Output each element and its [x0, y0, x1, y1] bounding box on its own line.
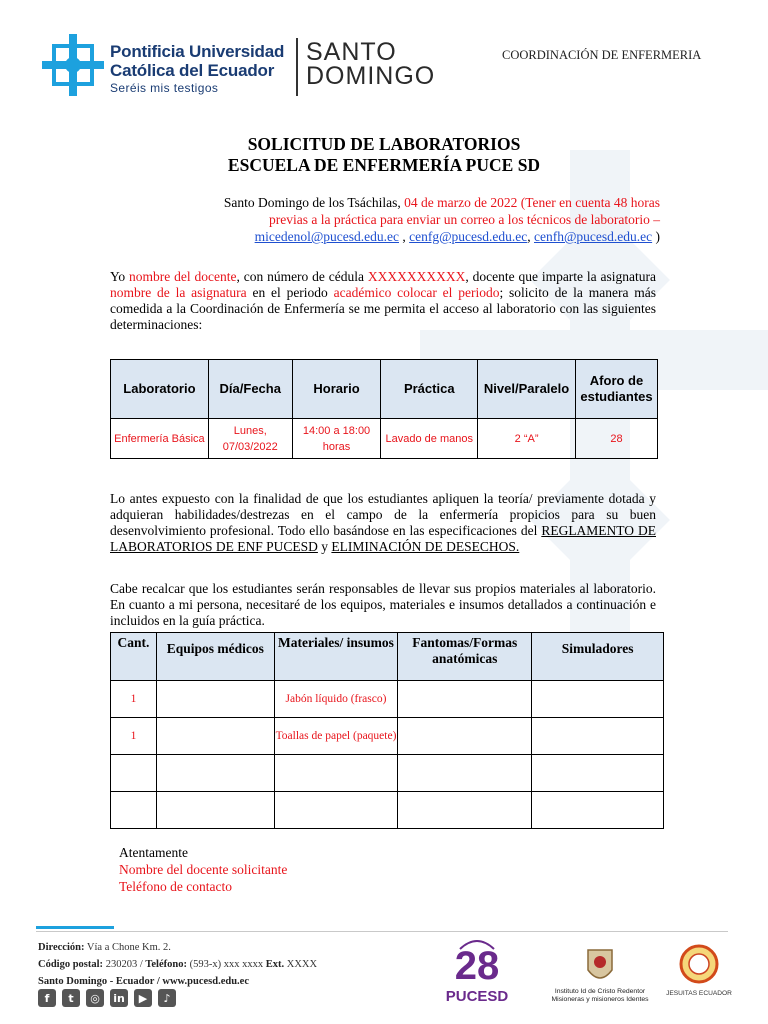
logo-university-line1: Pontificia Universidad	[110, 42, 285, 61]
table-cell: 1	[111, 681, 157, 718]
postal-value: 230203 /	[103, 959, 146, 970]
document-subtitle: ESCUELA DE ENFERMERÍA PUCE SD	[227, 155, 541, 175]
regulation-reference: REGLAMENTO DE LABORATORIOS DE ENF PUCESD	[110, 523, 656, 554]
table-cell	[532, 755, 664, 792]
table-row	[111, 419, 658, 459]
table-cell: Lavado de manos	[381, 419, 478, 459]
waste-disposal-reference: ELIMINACIÓN DE DESECHOS.	[331, 539, 520, 554]
table-cell: Enfermería Básica	[111, 419, 209, 459]
table-cell	[398, 755, 532, 792]
social-links	[38, 989, 176, 1007]
ext-label: Ext.	[265, 959, 285, 970]
table-cell: 14:00 a 18:00 horas	[292, 419, 381, 459]
logo-university-line2: Católica del Ecuador	[110, 61, 275, 80]
table-cell	[398, 681, 532, 718]
tiktok-icon[interactable]: ♪	[158, 989, 176, 1007]
document-title: SOLICITUD DE LABORATORIOS	[247, 134, 521, 154]
academic-period: académico colocar el periodo	[333, 285, 500, 300]
linkedin-icon[interactable]: in	[110, 989, 128, 1007]
table-header-row	[111, 633, 664, 681]
puce-logo	[40, 32, 440, 100]
table-cell: 1	[111, 718, 157, 755]
table-cell	[156, 718, 274, 755]
col-header: Horario	[292, 360, 381, 419]
puce-cross-icon	[40, 32, 106, 98]
email-link-cenfg[interactable]: cenfg@pucesd.edu.ec	[409, 229, 528, 244]
justification-text: y	[317, 539, 332, 554]
col-header: Laboratorio	[111, 360, 209, 419]
intro-text: , con número de cédula	[236, 269, 368, 284]
instagram-icon[interactable]: ◎	[86, 989, 104, 1007]
footer-contact	[38, 939, 317, 990]
logo-campus-line1: SANTO	[306, 38, 397, 66]
youtube-icon[interactable]: ▶	[134, 989, 152, 1007]
facebook-icon[interactable]: f	[38, 989, 56, 1007]
table-cell	[156, 681, 274, 718]
location-date-block	[140, 194, 660, 245]
table-row	[111, 755, 664, 792]
intro-paragraph	[110, 269, 656, 333]
table-cell	[274, 755, 398, 792]
col-header: Nivel/Paralelo	[478, 360, 576, 419]
intro-text: , docente que imparte la asignatura	[465, 269, 656, 284]
closing-salutation: Atentamente	[119, 845, 188, 860]
email-separator: ,	[527, 229, 534, 244]
table-cell: Toallas de papel (paquete)	[274, 718, 398, 755]
materials-paragraph: Cabe recalcar que los estudiantes serán responsables de llevar sus propios materiales al laboratorio. En cuanto a mi persona, necesitaré de los equipos, materiales e insumos detallados a continuación e incluidos en la guía práctica.	[110, 581, 656, 628]
col-header: Día/Fecha	[208, 360, 292, 419]
table-cell	[398, 792, 532, 829]
jesuits-sun-icon	[679, 944, 719, 984]
coordination-label: COORDINACIÓN DE ENFERMERIA	[502, 48, 702, 62]
table-cell	[532, 681, 664, 718]
table-row	[111, 681, 664, 718]
phone-label: Teléfono:	[145, 959, 187, 970]
table-cell: Jabón líquido (frasco)	[274, 681, 398, 718]
logo-campus-line2: DOMINGO	[306, 62, 436, 90]
subject-name: nombre de la asignatura	[110, 285, 247, 300]
table-cell	[532, 718, 664, 755]
closing-block	[119, 844, 287, 895]
city-website: Santo Domingo - Ecuador / www.pucesd.edu.ec	[38, 976, 249, 987]
address-value: Vía a Chone Km. 2.	[84, 942, 171, 953]
table-cell	[532, 792, 664, 829]
table-cell	[274, 792, 398, 829]
institute-crest-icon	[580, 944, 620, 988]
intro-text: en el periodo	[246, 285, 334, 300]
justification-text: Lo antes expuesto con la finalidad de que los estudiantes apliquen la teoría/ previamente dotada y adquieran habilidades/destrezas en el campo de la enfermería propicios para su buen desenvolvimiento profesional. Todo ello basándose en las especificaciones del	[110, 491, 656, 538]
location-place: Santo Domingo de los Tsáchilas,	[223, 195, 405, 210]
teacher-name: nombre del docente	[129, 269, 237, 284]
institute-line2: Misioneras y misioneros Identes	[551, 996, 649, 1003]
table-cell	[111, 755, 157, 792]
lab-request-table	[110, 359, 658, 459]
table-cell: 2 “A”	[478, 419, 576, 459]
anniversary-logo	[444, 936, 510, 1010]
institute-line1: Instituto Id de Cristo Redentor	[554, 988, 646, 995]
email-link-cenfh[interactable]: cenfh@pucesd.edu.ec	[534, 229, 653, 244]
twitter-icon[interactable]: t	[62, 989, 80, 1007]
jesuits-text: JESUITAS ECUADOR	[666, 990, 732, 997]
logo-tagline: Seréis mis testigos	[110, 81, 219, 95]
table-cell: 28	[576, 419, 658, 459]
table-cell	[111, 792, 157, 829]
table-row	[111, 792, 664, 829]
address-label: Dirección:	[38, 942, 85, 953]
phone-value: (593-x) xxx xxxx	[186, 959, 266, 970]
table-header-row	[111, 360, 658, 419]
col-header: Fantomas/Formas anatómicas	[398, 633, 532, 681]
note-part-b: previas a la práctica para enviar un correo a los técnicos de laboratorio –	[269, 212, 660, 227]
intro-text: ; solicito de la manera más comedida a la Coordinación de Enfermería se me permita el acceso al laboratorio con las siguientes determinaciones:	[110, 285, 656, 332]
table-cell	[156, 755, 274, 792]
table-row	[111, 718, 664, 755]
ext-value: XXXX	[284, 959, 318, 970]
col-header: Aforo de estudiantes	[576, 360, 658, 419]
justification-paragraph	[110, 491, 656, 555]
footer-accent-bar	[36, 926, 114, 929]
table-cell: Lunes, 07/03/2022	[208, 419, 292, 459]
col-header: Cant.	[111, 633, 157, 681]
anniversary-number: 28	[454, 944, 500, 988]
intro-text: Yo	[110, 269, 130, 284]
signer-phone: Teléfono de contacto	[119, 879, 233, 894]
table-cell	[398, 718, 532, 755]
footer-divider	[36, 931, 728, 932]
note-close: )	[652, 229, 660, 244]
signer-name: Nombre del docente solicitante	[119, 862, 288, 877]
col-header: Materiales/ insumos	[274, 633, 398, 681]
jesuits-logo	[664, 944, 734, 1010]
materials-table	[110, 632, 664, 829]
table-cell	[156, 792, 274, 829]
note-part-a: (Tener en cuenta 48 horas	[517, 195, 660, 210]
request-date: 04 de marzo de 2022	[404, 195, 518, 210]
col-header: Práctica	[381, 360, 478, 419]
col-header: Equipos médicos	[156, 633, 274, 681]
logo-separator	[296, 38, 298, 96]
col-header: Simuladores	[532, 633, 664, 681]
institute-logo	[550, 944, 650, 1010]
email-link-micedenol[interactable]: micedenol@pucesd.edu.ec	[254, 229, 399, 244]
email-separator: ,	[399, 229, 410, 244]
postal-label: Código postal:	[38, 959, 104, 970]
teacher-id: XXXXXXXXXX	[367, 269, 466, 284]
logo-campus	[306, 40, 435, 88]
institute-text	[550, 988, 650, 1004]
anniversary-text: PUCESD	[445, 988, 509, 1005]
